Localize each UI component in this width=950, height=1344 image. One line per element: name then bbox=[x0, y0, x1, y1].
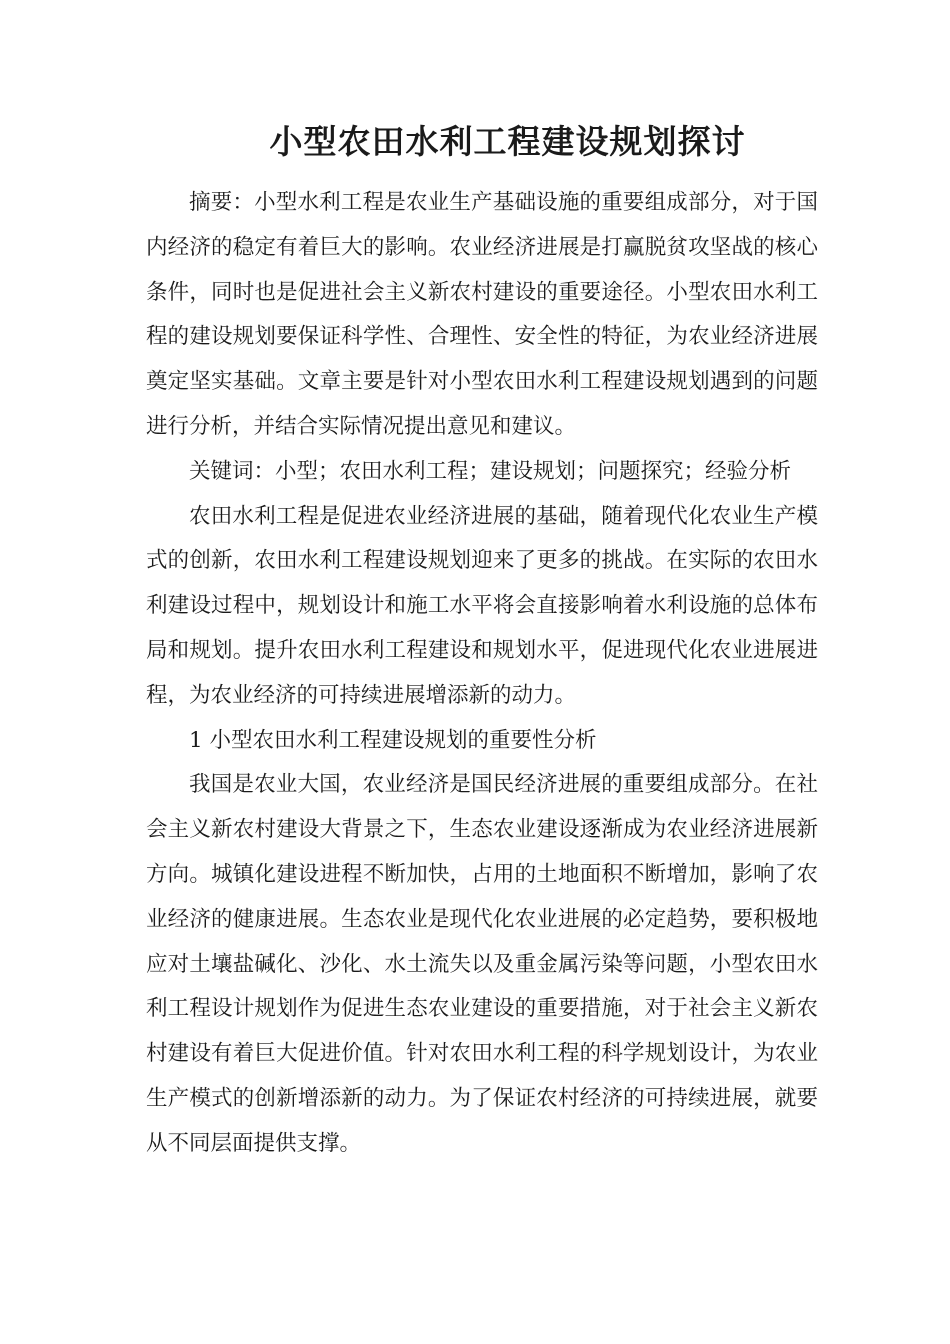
section-heading: 1 小型农田水利工程建设规划的重要性分析 bbox=[189, 727, 597, 753]
section-paragraph: 我国是农业大国，农业经济是国民经济进展的重要组成部分。在社会主义新农村建设大背景之下，生态农业建设逐渐成为农业经济进展新方向。城镇化建设进程不断加快，占用的土地面积不断增加，影响了农业经济的健康进展。生态农业是现代化农业进展的必定趋势，要积极地应对土壤盐碱化、沙化、水土流失以及重金属污染等问题，小型农田水利工程设计规划作为促进生态农业建设的重要措施，对于社会主义新农村建设有着巨大促进价值。针对农田水利工程的科学规划设计，为农业生产模式的创新增添新的动力。为了保证农村经济的可持续进展，就要从不同层面提供支撑。 bbox=[146, 772, 818, 1156]
intro-paragraph: 农田水利工程是促进农业经济进展的基础，随着现代化农业生产模式的创新，农田水利工程建设规划迎来了更多的挑战。在实际的农田水利建设过程中，规划设计和施工水平将会直接影响着水利设施的总体布局和规划。提升农田水利工程建设和规划水平，促进现代化农业进展进程，为农业经济的可持续进展增添新的动力。 bbox=[146, 503, 818, 708]
abstract-paragraph: 摘要：小型水利工程是农业生产基础设施的重要组成部分，对于国内经济的稳定有着巨大的影响。农业经济进展是打赢脱贫攻坚战的核心条件，同时也是促进社会主义新农村建设的重要途径。小型农田水利工程的建设规划要保证科学性、合理性、安全性的特征，为农业经济进展奠定坚实基础。文章主要是针对小型农田水利工程建设规划遇到的问题进行分析，并结合实际情况提出意见和建议。 bbox=[146, 190, 818, 439]
keywords-paragraph: 关键词：小型；农田水利工程；建设规划；问题探究；经验分析 bbox=[189, 458, 792, 484]
document-title: 小型农田水利工程建设规划探讨 bbox=[269, 122, 746, 161]
document-body bbox=[146, 181, 818, 1167]
